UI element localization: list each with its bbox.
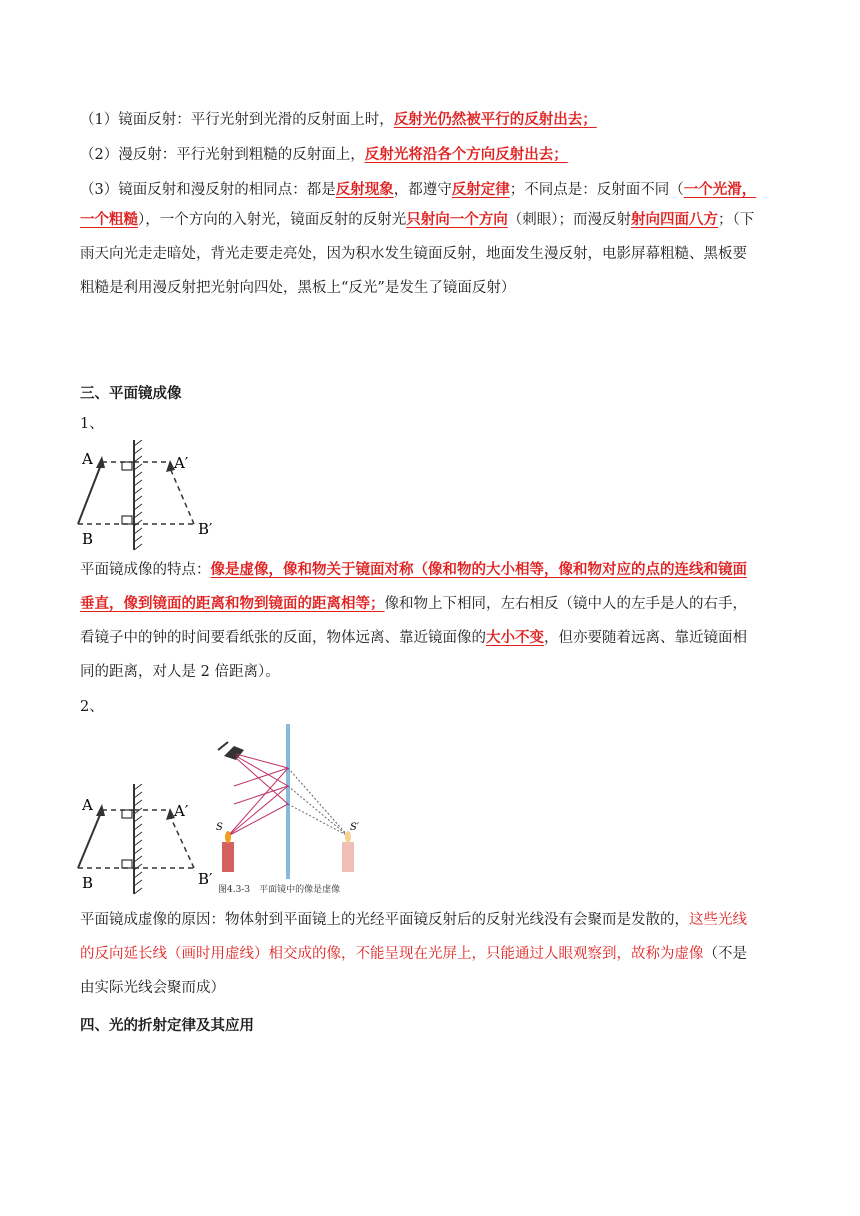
label-s: S — [216, 822, 223, 833]
reason-line-3: 由实际光线会聚而成） — [80, 980, 225, 996]
right-angle-mark — [122, 516, 132, 524]
candle-image — [342, 831, 354, 872]
features-line-3 — [80, 628, 747, 648]
item-3-line-2 — [80, 210, 754, 230]
text-span: ；（下 — [718, 212, 755, 228]
candle-object — [222, 831, 234, 872]
eye-icon — [218, 742, 244, 760]
text-span: ），一个方向的入射光，镜面反射的反射光 — [138, 212, 407, 228]
text-span: （3）镜面反射和漫反射的相同点：都是 — [80, 182, 336, 198]
label-a: A — [82, 450, 93, 468]
item-1-text: （1）镜面反射：平行光射到光滑的反射面上时， — [80, 112, 394, 128]
label-a: A — [82, 796, 93, 814]
highlight-span: 反射定律 — [451, 181, 510, 198]
object-arrow — [78, 462, 102, 524]
right-angle-mark — [122, 860, 132, 868]
item-1-highlight: 反射光仍然被平行的反射出去； — [393, 111, 597, 128]
label-b-prime: B′ — [198, 520, 213, 538]
label-b-prime: B′ — [198, 870, 213, 888]
highlight-span: 垂直，像到镜面的距离和物到镜面的距离相等； — [80, 595, 385, 612]
item-1 — [80, 110, 597, 130]
features-line-4: 同的距离，对人是 2 倍距离）。 — [80, 664, 280, 680]
text-span: （刺眼）；而漫反射 — [507, 212, 631, 228]
label-s-prime: S′ — [350, 822, 360, 833]
text-span: 像和物上下相同，左右相反（镜中人的左手是人的右手， — [384, 596, 747, 612]
item-2-text: （2）漫反射：平行光射到粗糙的反射面上， — [80, 147, 365, 163]
figure-1-number: 1、 — [80, 416, 104, 432]
highlight-span: 一个光滑， — [683, 181, 757, 198]
text-span: （不是 — [703, 946, 747, 962]
reason-line-1 — [80, 910, 747, 930]
reason-line-2 — [80, 944, 747, 964]
text-span: 平面镜成像的特点： — [80, 562, 211, 578]
highlight-span: 像是虚像，像和物关于镜面对称（像和物的大小相等，像和物对应的点的连线和镜面 — [210, 561, 747, 578]
features-line-2 — [80, 594, 747, 614]
highlight-span: 大小不变 — [486, 629, 544, 646]
highlight-span: 的反向延长线（画时用虚线）相交成的像，不能呈现在光屏上，只能通过人眼观察到，故称为虚像 — [80, 946, 704, 962]
text-span: 看镜子中的钟的时间要看纸张的反面，物体远离、靠近镜面像的 — [80, 630, 486, 646]
text-span: ，都遵守 — [393, 182, 452, 198]
text-span: ；不同点是：反射面不同（ — [509, 182, 684, 198]
item-2-highlight: 反射光将沿各个方向反射出去； — [364, 146, 568, 163]
highlight-span: 反射现象 — [335, 181, 394, 198]
item-3-line-1 — [80, 180, 756, 200]
highlight-span: 只射向一个方向 — [406, 211, 508, 228]
image-arrow — [170, 468, 194, 524]
plane-mirror-figure-2 — [74, 784, 224, 896]
item-3-line-3: 雨天向光走走暗处，背光走要走亮处，因为积水发生镜面反射，地面发生漫反射，电影屏幕粗糙、黑板要 — [80, 246, 747, 262]
label-a-prime: A′ — [174, 802, 189, 820]
figure-2-number: 2、 — [80, 699, 104, 715]
label-b: B — [82, 530, 94, 548]
plane-mirror-figure-1 — [74, 440, 224, 552]
section-4-heading: 四、光的折射定律及其应用 — [80, 1018, 254, 1034]
virtual-ray-extensions — [288, 768, 348, 836]
plane-mirror — [286, 724, 290, 879]
highlight-span: 射向四面八方 — [631, 211, 718, 228]
virtual-image-figure — [214, 724, 376, 900]
text-span: 平面镜成虚像的原因：物体射到平面镜上的光经平面镜反射后的反射光线没有会聚而是发散的， — [80, 912, 689, 928]
item-2 — [80, 145, 568, 165]
mirror-hatching — [134, 440, 142, 550]
reflected-rays — [228, 754, 288, 836]
mirror-hatching — [134, 784, 142, 894]
label-b: B — [82, 874, 94, 892]
object-arrow — [78, 810, 102, 868]
features-line-1 — [80, 560, 747, 580]
right-angle-mark — [122, 462, 132, 470]
right-angle-mark — [122, 810, 132, 818]
text-span: ，但亦要随着远离、靠近镜面相 — [544, 630, 747, 646]
section-3-heading: 三、平面镜成像 — [80, 386, 182, 402]
highlight-span: 这些光线 — [689, 912, 747, 928]
label-a-prime: A′ — [174, 454, 189, 472]
figure-caption: 图4.3-3 平面镜中的像是虚像 — [218, 885, 341, 895]
image-arrow — [170, 816, 194, 868]
highlight-span: 一个粗糙 — [80, 211, 138, 228]
item-3-line-4: 粗糙是利用漫反射把光射向四处，黑板上“反光”是发生了镜面反射） — [80, 280, 516, 296]
